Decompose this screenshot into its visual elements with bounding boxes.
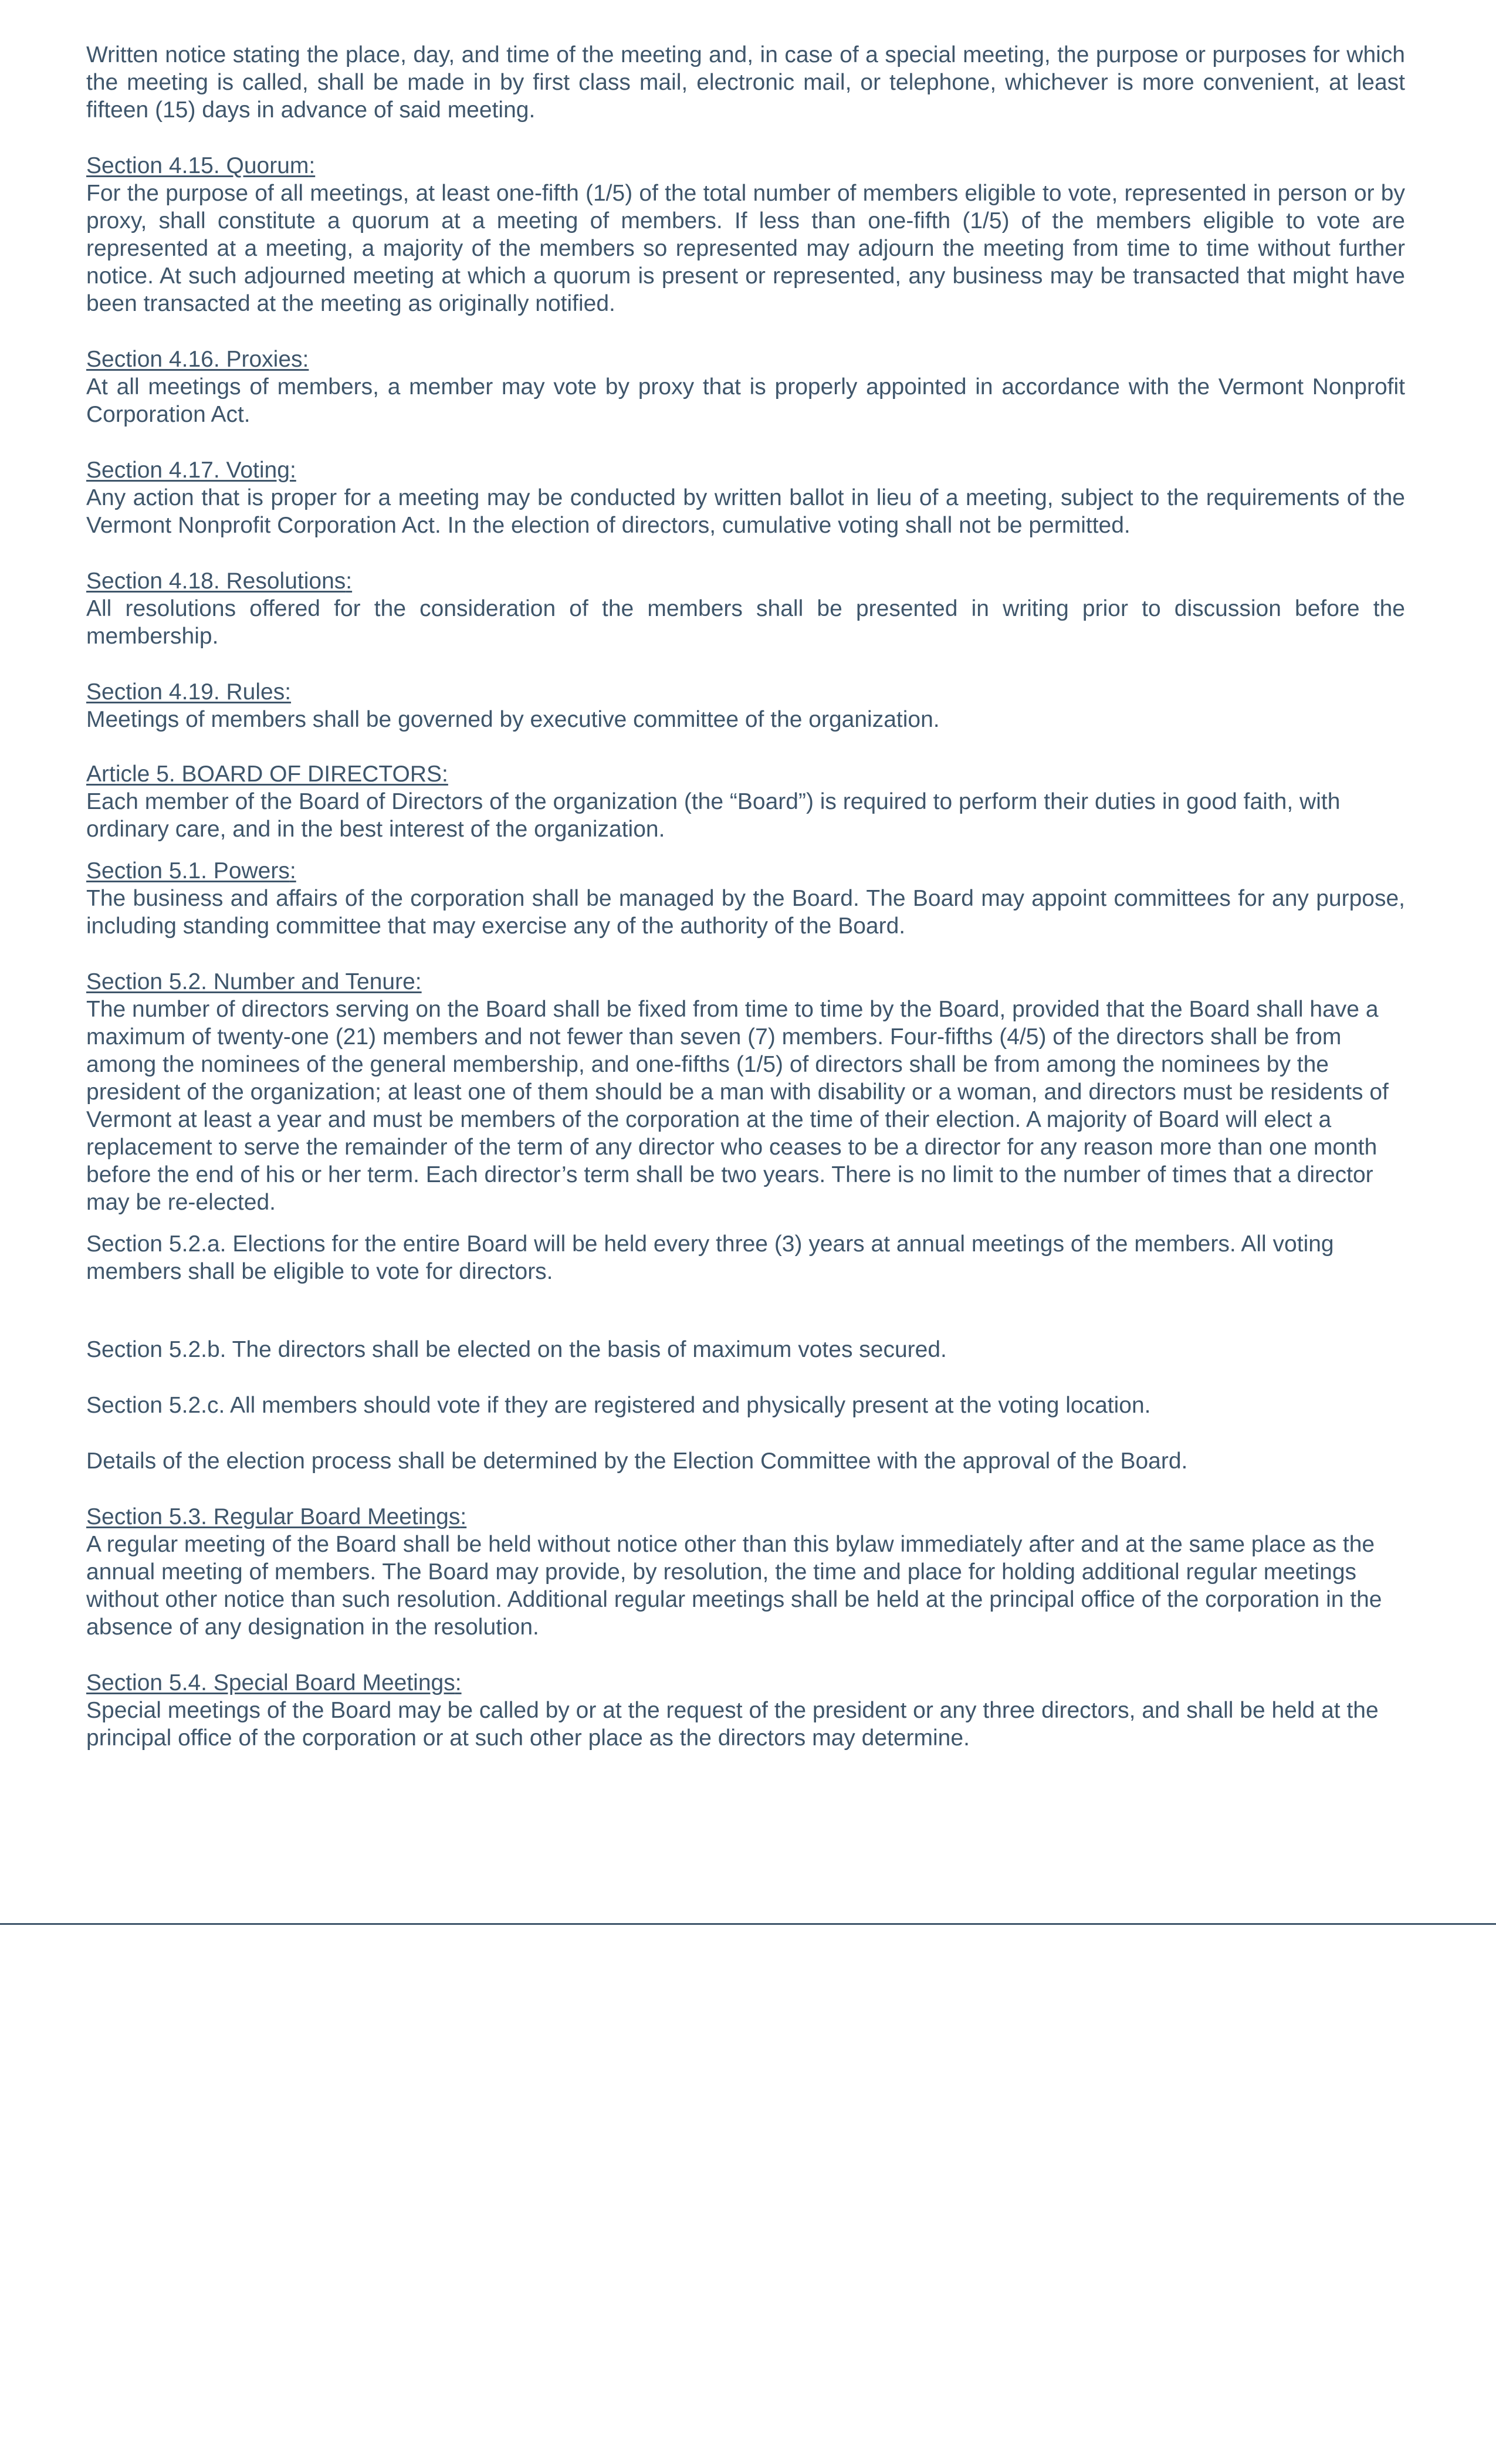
- section-body: The business and affairs of the corporation shall be managed by the Board. The Board may appoint committees for any purpose, including standing committee that may exercise any of the authority of the Board.: [86, 886, 1405, 939]
- section-5-2-b: Section 5.2.b. The directors shall be elected on the basis of maximum votes secured.: [86, 1337, 947, 1362]
- section-heading-text: Section 4.17. Voting: [86, 458, 290, 483]
- section-5-2: [86, 968, 1405, 1216]
- section-heading: [86, 1669, 1405, 1697]
- section-heading: [86, 456, 1405, 484]
- section-body: Meetings of members shall be governed by executive committee of the organization.: [86, 707, 940, 732]
- article-5: [86, 760, 1405, 843]
- section-heading: [86, 1503, 1405, 1531]
- section-heading-text: Section 5.1. Powers: [86, 858, 290, 884]
- section-5-4: [86, 1669, 1405, 1752]
- section-4-16: [86, 346, 1405, 428]
- section-4-15: [86, 152, 1405, 317]
- article-heading: Article 5. BOARD OF DIRECTORS:: [86, 761, 448, 787]
- section-heading: Section 5.2. Number and Tenure:: [86, 969, 422, 994]
- election-process-paragraph: Details of the election process shall be determined by the Election Committee with the approval of the Board.: [86, 1448, 1188, 1474]
- section-5-3: [86, 1503, 1405, 1641]
- section-heading-text: Section 4.18. Resolutions: [86, 568, 346, 594]
- section-body: The number of directors serving on the Board shall be fixed from time to time by the Board, provided that the Board shall have a maximum of twenty-one (21) members and not fewer than seven (7) members. Four-fifths (4/5) of the directors shall be from among the nominees of the general membership, and one-fifths (1/5) of directors shall be from among the nominees by the president of the organization; at least one of them should be a man with disability or a woman, and directors must be residents of Vermont at least a year and must be members of the corporation at the time of their election. A majority of Board will elect a replacement to serve the remainder of the term of any director who ceases to be a director for any reason more than one month before the end of his or her term. Each director’s term shall be two years. There is no limit to the number of times that a director may be re-elected.: [86, 997, 1389, 1215]
- heading-colon: :: [455, 1670, 462, 1695]
- section-heading: [86, 152, 1405, 180]
- section-4-18: [86, 567, 1405, 650]
- section-heading-text: Section 5.3. Regular Board Meetings: [86, 1504, 461, 1529]
- heading-colon: :: [460, 1504, 467, 1529]
- section-body: For the purpose of all meetings, at least one-fifth (1/5) of the total number of members eligible to vote, represented in person or by proxy, shall constitute a quorum at a meeting of members. If less than one-fifth (1/5) of the members eligible to vote are represented at a meeting, a majority of the members so represented may adjourn the meeting from time to time without further notice. At such adjourned meeting at which a quorum is present or represented, any business may be transacted that might have been transacted at the meeting as originally notified.: [86, 181, 1405, 316]
- section-heading: Section 4.16. Proxies:: [86, 347, 309, 372]
- page-bottom-divider: [0, 1923, 1496, 1925]
- section-heading: Section 4.19. Rules:: [86, 679, 292, 705]
- section-body: Special meetings of the Board may be called by or at the request of the president or any three directors, and shall be held at the principal office of the corporation or at such other place as the directors may determine.: [86, 1698, 1379, 1751]
- section-5-1: [86, 857, 1405, 940]
- article-body: Each member of the Board of Directors of the organization (the “Board”) is required to perform their duties in good faith, with ordinary care, and in the best interest of the organization.: [86, 789, 1341, 842]
- section-5-2-a: Section 5.2.a. Elections for the entire Board will be held every three (3) years at annual meetings of the members. All voting members shall be eligible to vote for directors.: [86, 1231, 1334, 1284]
- heading-colon: :: [289, 458, 296, 483]
- heading-colon: :: [309, 153, 316, 178]
- heading-colon: :: [289, 858, 296, 884]
- section-heading: [86, 857, 1405, 885]
- notice-paragraph: Written notice stating the place, day, and time of the meeting and, in case of a special meeting, the purpose or purposes for which the meeting is called, shall be made in by first class mail, electronic mail, or telephone, whichever is more convenient, at least fifteen (15) days in advance of said meeting.: [86, 42, 1405, 123]
- heading-colon: :: [346, 568, 353, 594]
- section-heading-text: Section 4.15. Quorum: [86, 153, 309, 178]
- section-body: At all meetings of members, a member may vote by proxy that is properly appointed in accordance with the Vermont Nonprofit Corporation Act.: [86, 374, 1405, 427]
- section-body: All resolutions offered for the consideration of the members shall be presented in writing prior to discussion before the membership.: [86, 596, 1405, 649]
- section-5-2-c: Section 5.2.c. All members should vote if they are registered and physically present at the voting location.: [86, 1393, 1151, 1418]
- section-heading: [86, 567, 1405, 595]
- document-page: [86, 41, 1405, 1752]
- section-4-17: [86, 456, 1405, 539]
- section-body: A regular meeting of the Board shall be held without notice other than this bylaw immediately after and at the same place as the annual meeting of members. The Board may provide, by resolution, the time and place for holding additional regular meetings without other notice than such resolution. Additional regular meetings shall be held at the principal office of the corporation in the absence of any designation in the resolution.: [86, 1532, 1382, 1640]
- section-4-19: [86, 678, 1405, 733]
- section-heading-text: Section 5.4. Special Board Meetings: [86, 1670, 455, 1695]
- section-body: Any action that is proper for a meeting may be conducted by written ballot in lieu of a meeting, subject to the requirements of the Vermont Nonprofit Corporation Act. In the election of directors, cumulative voting shall not be permitted.: [86, 485, 1405, 538]
